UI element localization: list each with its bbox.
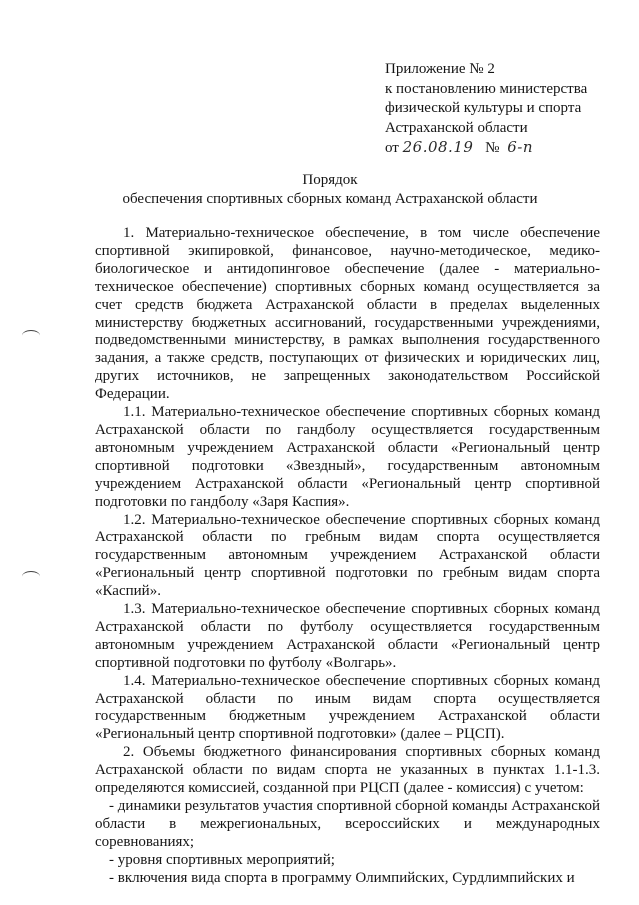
title-heading: Порядок	[302, 172, 358, 188]
appendix-line: Астраханской области	[385, 119, 528, 136]
punch-hole-mark	[22, 330, 40, 341]
handwritten-date: 26.08.19	[402, 138, 474, 156]
punch-hole-mark	[22, 571, 40, 582]
appendix-line: физической культуры и спорта	[385, 100, 582, 116]
paragraph: 1.3. Материально-техническое обеспечение спортивных сборных команд Астраханской области по футболу осуществляется государственным автономным учреждением Астраханской области «Региональный центр спортивной подготовки по футболу «Волгарь».	[95, 601, 600, 671]
number-prefix: №	[485, 140, 500, 156]
list-item: - уровня спортивных мероприятий;	[109, 851, 335, 868]
document-body	[95, 225, 600, 888]
paragraph: 1.4. Материально-техническое обеспечение спортивных сборных команд Астраханской области по иным видам спорта осуществляется государственным бюджетным учреждением Астраханской области «Региональный центр спортивной подготовки» (далее – РЦСП).	[95, 672, 600, 743]
appendix-line: к постановлению министерства	[385, 80, 588, 97]
handwritten-number: 6-п	[507, 138, 533, 156]
paragraph: 1.1. Материально-техническое обеспечение спортивных сборных команд Астраханской области по гандболу осуществляется государственным автономным учреждением Астраханской области «Региональный центр спортивной подготовки «Звездный», государственным автономным учреждением Астраханской области «Региональный центр спортивной подготовки по гандболу «Заря Каспия».	[95, 404, 600, 510]
title-subheading: обеспечения спортивных сборных команд Астраханской области	[122, 191, 538, 207]
paragraph: 2. Объемы бюджетного финансирования спортивных сборных команд Астраханской области по видам спорта не указанных в пунктах 1.1-1.3. определяются комиссией, созданной при РЦСП (далее - комиссия) с учетом:	[95, 744, 600, 797]
date-prefix: от	[385, 140, 399, 156]
document-title	[60, 171, 600, 209]
list-item: - динамики результатов участия спортивной сборной команды Астраханской области в межрегиональных, всероссийских и международных соревнованиях;	[95, 798, 600, 850]
appendix-header	[385, 60, 625, 159]
paragraph: 1.2. Материально-техническое обеспечение спортивных сборных команд Астраханской области по гребным видам спорта осуществляется государственным автономным учреждением Астраханской области «Региональный центр спортивной подготовки по гребным видам спорта «Каспий».	[95, 511, 600, 600]
paragraph: 1. Материально-техническое обеспечение, в том числе обеспечение спортивной экипировкой, финансовое, научно-методическое, медико-биологическое и антидопинговое обеспечение (далее - материально-техническое обеспечение) спортивных сборных команд осуществляется за счет средств бюджета Астраханской области в пределах выделенных министерству бюджетных ассигнований, государственными учреждениями, подведомственными министерству, в рамках выполнения государственного задания, а также средств, поступающих от физических и юридических лиц, других источников, не запрещенных законодательством Российской Федерации.	[95, 225, 600, 403]
appendix-date-line	[385, 138, 625, 159]
appendix-number: Приложение № 2	[385, 61, 495, 77]
list-item: - включения вида спорта в программу Олимпийских, Сурдлимпийских и	[109, 869, 575, 886]
